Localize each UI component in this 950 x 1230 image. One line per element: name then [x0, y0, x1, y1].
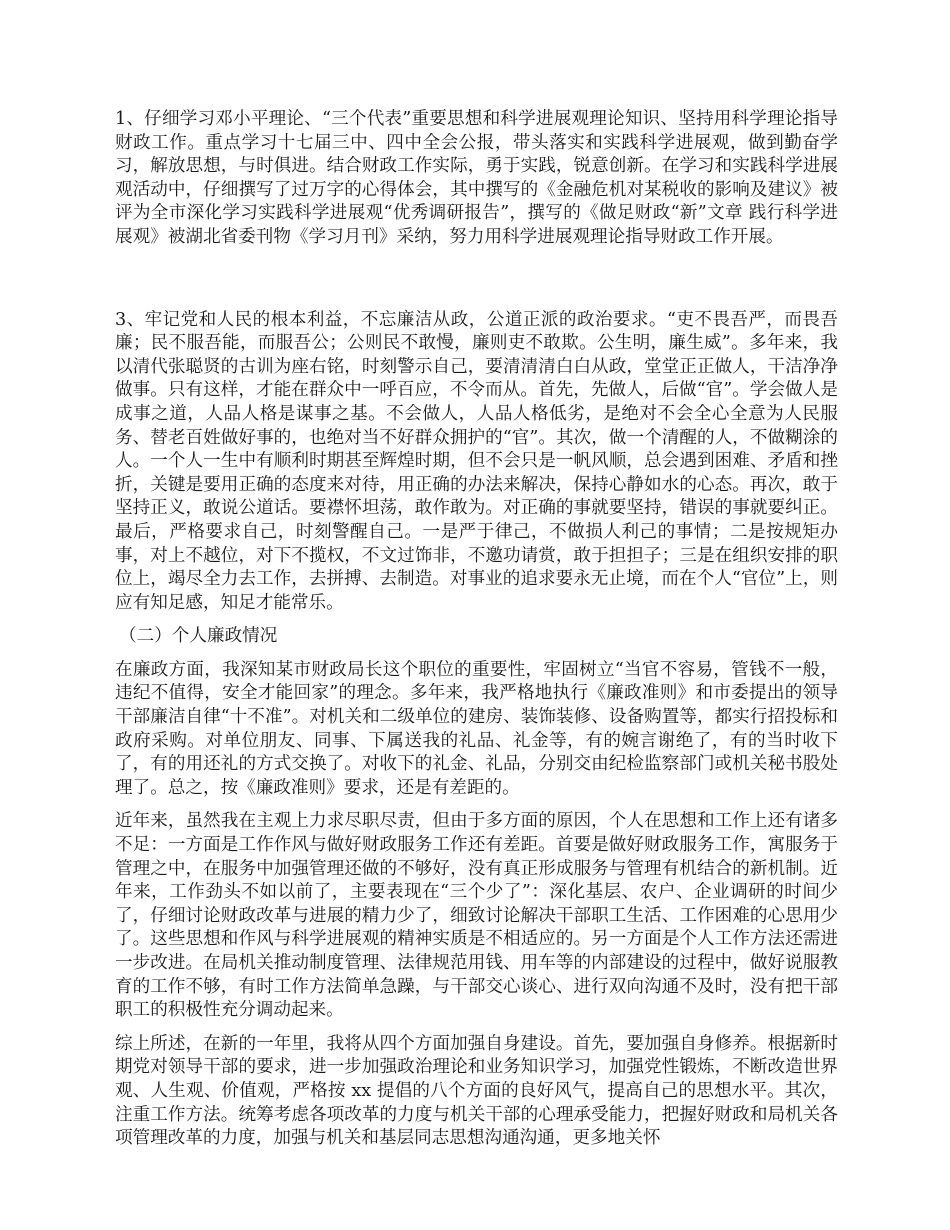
paragraph-3: 3、牢记党和人民的根本利益，不忘廉洁从政，公道正派的政治要求。“吏不畏吾严，而畏吾廉；民不服吾能，而服吾公；公则民不敢慢，廉则吏不敢欺。公生明，廉生威”。多年来，我以清代张聪贤的古训为座右铭，时刻警示自己，要清清清白白从政，堂堂正正做人，干洁净净做事。只有这样，才能在群众中一呼百应，不令而从。首先，先做人，后做“官”。学会做人是成事之道，人品人格是谋事之基。不会做人，人品人格低劣，是绝对不会全心全意为人民服务、替老百姓做好事的，也绝对当不好群众拥护的“官”。其次，做一个清醒的人，不做糊涂的人。一个人一生中有顺利时期甚至辉煌时期，但不会只是一帆风顺，总会遇到困难、矛盾和挫折，关键是要用正确的态度来对待，用正确的办法来解决，保持心静如水的心态。再次，敢于坚持正义，敢说公道话。要襟怀坦荡，敢作敢为。对正确的事就要坚持，错误的事就要纠正。最后，严格要求自己，时刻警醒自己。一是严于律己，不做损人利己的事情；二是按规矩办事，对上不越位，对下不揽权，不文过饰非，不邀功请赏，敢于担担子；三是在组织安排的职位上，竭尽全力去工作，去拼搏、去制造。对事业的追求要永无止境，而在个人“官位”上，则应有知足感，知足才能常乐。 [115, 309, 838, 613]
section-paragraph-3: 综上所述，在新的一年里，我将从四个方面加强自身建设。首先，要加强自身修养。根据新时期党对领导干部的要求，进一步加强政治理论和业务知识学习，加强党性锻炼，不断改造世界观、人生观、价值观，严格按 xx 提倡的八个方面的良好风气，提高自己的思想水平。其次，注重工作方法。统筹考虑各项改革的力度与机关干部的心理承受能力，把握好财政和局机关各项管理改革的力度，加强与机关和基层同志思想沟通沟通，更多地关怀 [115, 1033, 838, 1149]
paragraph-1: 1、仔细学习邓小平理论、“三个代表”重要思想和科学进展观理论知识、坚持用科学理论指导财政工作。重点学习十七届三中、四中全会公报，带头落实和实践科学进展观，做到勤奋学习，解放思想，与时俱进。结合财政工作实际，勇于实践，锐意创新。在学习和实践科学进展观活动中，仔细撰写了过万字的心得体会，其中撰写的《金融危机对某税收的影响及建议》被评为全市深化学习实践科学进展观“优秀调研报告”，撰写的《做足财政“新”文章 践行科学进展观》被湖北省委刊物《学习月刊》采纳，努力用科学进展观理论指导财政工作开展。 [115, 109, 838, 247]
section-paragraph-1: 在廉政方面，我深知某市财政局长这个职位的重要性，牢固树立“当官不容易，管钱不一般，违纪不值得，安全才能回家”的理念。多年来，我严格地执行《廉政准则》和市委提出的领导干部廉洁自律“十不准”。对机关和二级单位的建房、装饰装修、设备购置等，都实行招投标和政府采购。对单位朋友、同事、下属送我的礼品、礼金等，有的婉言谢绝了，有的当时收下了，有的用还礼的方式交换了。对收下的礼金、礼品，分别交由纪检监察部门或机关秘书股处理了。总之，按《廉政准则》要求，还是有差距的。 [115, 659, 838, 798]
section-paragraph-2: 近年来，虽然我在主观上力求尽职尽责，但由于多方面的原因，个人在思想和工作上还有诸多不足：一方面是工作作风与做好财政服务工作还有差距。首要是做好财政服务工作，寓服务于管理之中，在服务中加强管理还做的不够好，没有真正形成服务与管理有机结合的新机制。近年来，工作劲头不如以前了，主要表现在“三个少了”：深化基层、农户、企业调研的时间少了，仔细讨论财政改革与进展的精力少了，细致讨论解决干部职工生活、工作困难的心思用少了。这些思想和作风与科学进展观的精神实质是不相适应的。另一方面是个人工作方法还需进一步改进。在局机关推动制度管理、法律规范用钱、用车等的内部建设的过程中，做好说服教育的工作不够，有时工作方法简单急躁，与干部交心谈心、进行双向沟通不及时，没有把干部职工的积极性充分调动起来。 [115, 811, 838, 1021]
section-heading: （二）个人廉政情况 [119, 626, 278, 647]
